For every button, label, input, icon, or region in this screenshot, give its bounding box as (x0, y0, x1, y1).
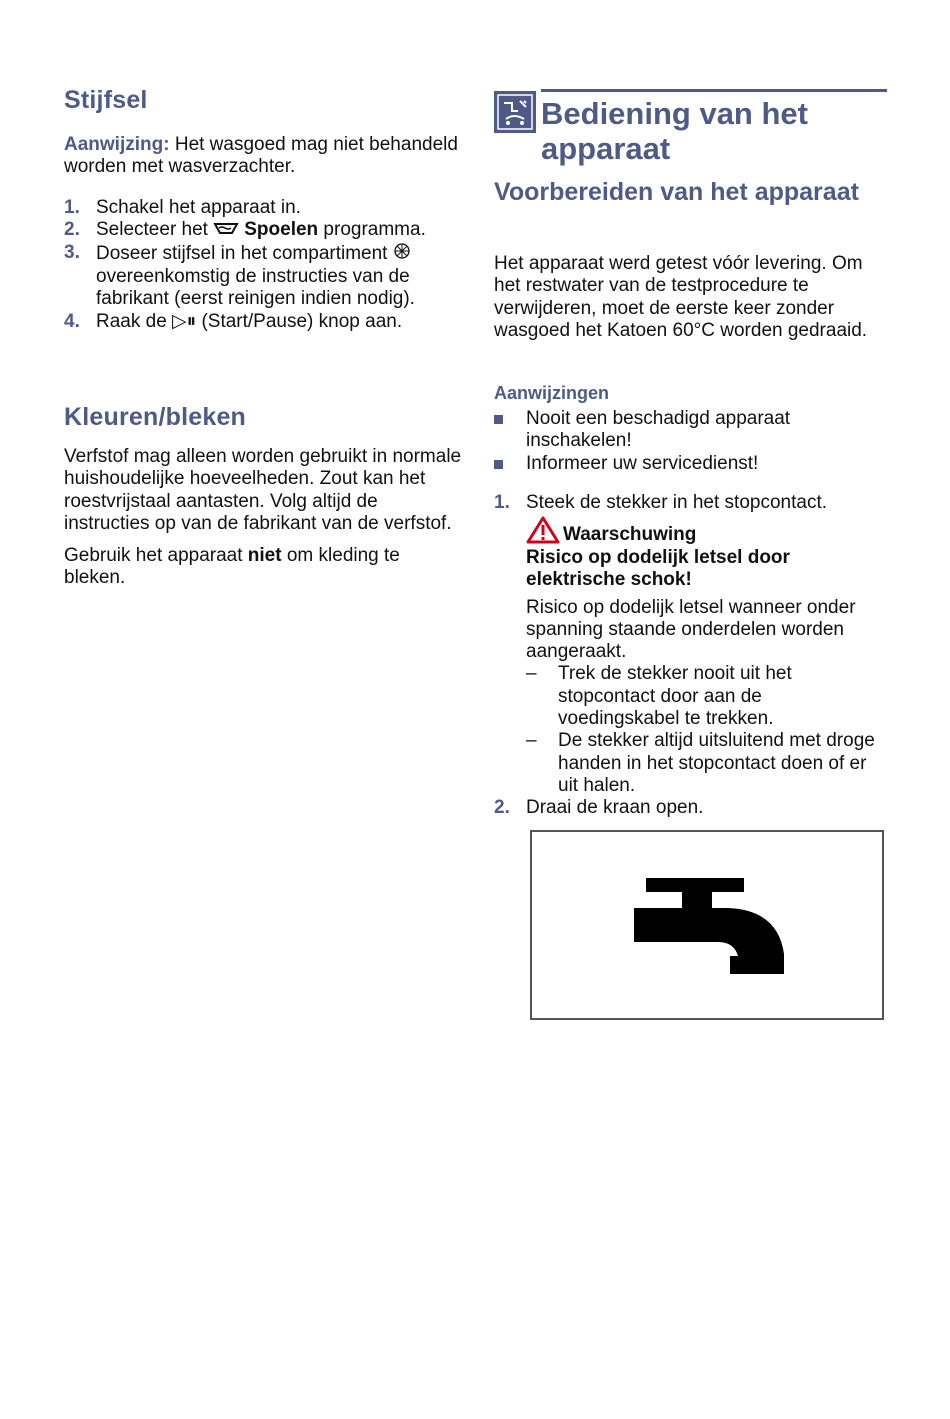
note-text: Nooit een beschadigd apparaat inschakelen! (526, 408, 791, 452)
step-text-post: overeenkomstig de instructies van de fabrikant (eerst reinigen indien nodig). (96, 266, 415, 310)
note-text: Informeer uw servicedienst! (526, 452, 759, 474)
dye-paragraph: Verfstof mag alleen worden gebruikt in normale huishoudelijke hoeveelheden. Zout kan het roestvrijstaal aantasten. Volg altijd de instructies op van de fabrikant van de verfstof. (64, 446, 462, 534)
dye-section (64, 446, 464, 590)
step-text-post: (Start/Pause) knop aan. (196, 310, 403, 332)
step-text-bold: Spoelen (244, 219, 319, 241)
step-number: 1. (64, 197, 80, 218)
step-number: 2. (64, 219, 80, 241)
list-item (494, 492, 890, 514)
list-item (526, 663, 886, 730)
start-pause-icon: ▷⏸ (172, 310, 197, 332)
step-number: 1. (494, 492, 510, 513)
rinse-icon (213, 219, 239, 241)
bullet-icon (494, 460, 503, 469)
warning-item: De stekker altijd uitsluitend met droge handen in het stopcontact doen of er uit halen. (558, 730, 875, 796)
list-item (494, 453, 890, 475)
operation-icon (494, 91, 536, 133)
dash: – (526, 730, 537, 752)
step-text-pre: Doseer stijfsel in het compartiment (96, 242, 393, 264)
warning-block (526, 516, 886, 797)
list-item (526, 730, 886, 797)
tap-illustration (530, 830, 884, 1020)
step-text-post: programma. (318, 219, 426, 241)
bleach-paragraph: Gebruik het apparaat niet om kleding te bleken. (64, 545, 400, 589)
step-text: Schakel het apparaat in. (96, 197, 301, 218)
warning-label: Waarschuwing (563, 524, 697, 545)
heading-dye: Kleuren/bleken (64, 403, 247, 431)
warning-item: Trek de stekker nooit uit het stopcontact door aan de voedingskabel te trekken. (558, 663, 792, 730)
list-item (494, 408, 890, 453)
note-text: Het wasgoed mag niet behandeld worden met wasverzachter. (64, 134, 458, 178)
list-item (64, 219, 464, 241)
intro (494, 253, 890, 342)
step-number: 2. (494, 797, 510, 818)
step-text-pre: Selecteer het (96, 219, 214, 241)
starch-steps (64, 197, 464, 333)
intro-paragraph: Het apparaat werd getest vóór levering. Om het restwater van de testprocedure te verwijderen, moet de eerste keer zonder wasgoed het Katoen 60°C worden gedraaid. (494, 253, 868, 341)
heading-starch: Stijfsel (64, 86, 148, 114)
water-tap-icon (532, 832, 882, 1018)
list-item (64, 242, 464, 311)
warning-text: Risico op dodelijk letsel wanneer onder spanning staande onderdelen worden aangeraakt. (526, 596, 856, 663)
step-2 (494, 797, 890, 819)
step-number: 4. (64, 310, 80, 332)
notes-heading: Aanwijzingen (494, 383, 610, 403)
chapter-rule (541, 89, 887, 92)
step-1 (494, 492, 890, 514)
chapter-title: Bediening van het apparaat (541, 96, 808, 166)
warning-header (526, 516, 886, 544)
starch-note (64, 134, 464, 179)
section-title: Voorbereiden van het apparaat (494, 178, 859, 206)
warning-title: Risico op dodelijk letsel door elektrische schok! (526, 547, 790, 591)
note-label: Aanwijzing: (64, 134, 170, 155)
list-item (64, 311, 464, 333)
list-item (494, 797, 890, 819)
bullet-icon (494, 415, 503, 424)
step-text: Draai de kraan open. (526, 797, 704, 818)
starch-compartment-icon (393, 242, 411, 266)
dash: – (526, 663, 537, 685)
step-number: 3. (64, 241, 80, 263)
notes-list (494, 408, 890, 475)
list-item (64, 197, 464, 219)
step-text: Steek de stekker in het stopcontact. (526, 492, 828, 513)
step-text-pre: Raak de (96, 310, 173, 332)
